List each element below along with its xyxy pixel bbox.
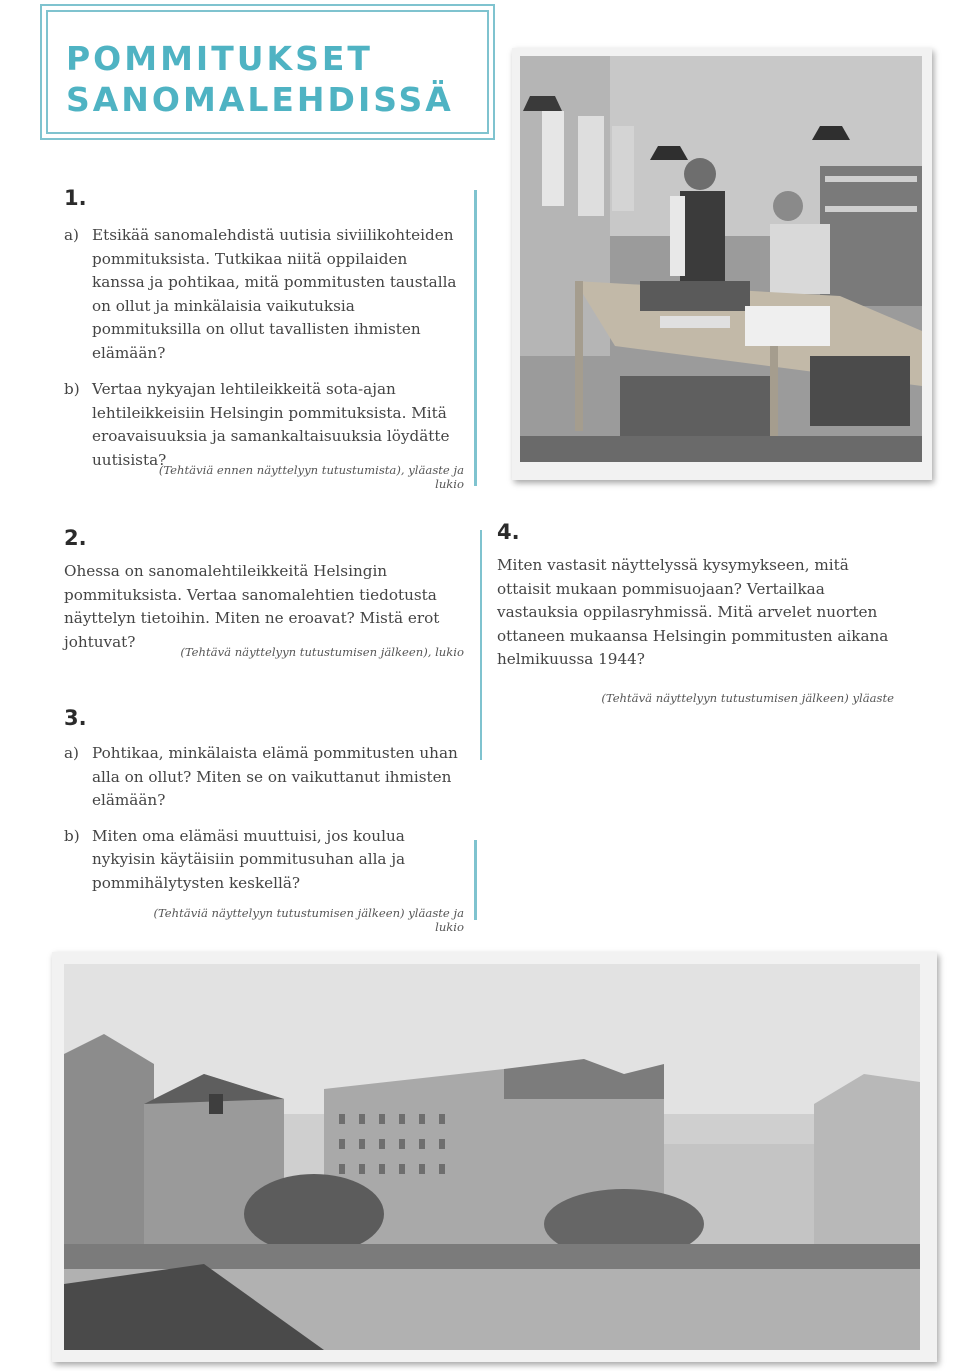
top-photo <box>520 56 922 462</box>
section-1-b-label: b) <box>64 380 80 398</box>
section-4 <box>497 520 902 672</box>
top-photo-frame <box>512 48 932 480</box>
bottom-photo <box>64 964 920 1350</box>
section1-rule <box>474 190 477 486</box>
section-3-b-text: Miten oma elämäsi muuttuisi, jos koulua nykyisin käytäisiin pommitusuhan alla ja pommihälytysten keskellä? <box>92 826 406 892</box>
section-3-number: 3. <box>64 706 87 730</box>
bombed-buildings-photo-image <box>64 964 920 1350</box>
section-2-number: 2. <box>64 526 87 550</box>
section-3-b-label: b) <box>64 826 80 845</box>
section-3 <box>64 706 469 895</box>
section-2 <box>64 526 469 654</box>
section-1-note: (Tehtäviä ennen näyttelyyn tutustumista), yläaste ja lukio <box>158 463 464 491</box>
section-1-item-a <box>64 224 464 365</box>
typesetting-photo-image <box>520 56 922 462</box>
section-1-b-text: Vertaa nykyajan lehtileikkeitä sota-ajan lehtileikkeisiin Helsingin pommituksista. Mitä eroavaisuuksia ja samankaltaisuuksia löydätte uutisista? <box>92 380 450 469</box>
section-3-item-b <box>64 825 469 896</box>
section-3-note: (Tehtäviä näyttelyyn tutustumisen jälkeen) yläaste ja lukio <box>153 906 464 934</box>
right-column-rule <box>480 530 482 760</box>
section-3-a-label: a) <box>64 744 79 762</box>
section-3-a-text: Pohtikaa, minkälaista elämä pommitusten uhan alla on ollut? Miten se on vaikuttanut ihmisten elämään? <box>92 744 458 809</box>
section-1-a-label: a) <box>64 226 79 244</box>
section-1-number: 1. <box>64 186 87 210</box>
section-2-note: (Tehtävä näyttelyyn tutustumisen jälkeen), lukio <box>180 645 464 659</box>
section-4-number: 4. <box>497 520 520 544</box>
section-2-text: Ohessa on sanomalehtileikkeitä Helsingin pommituksista. Vertaa sanomalehtien tiedotusta näyttelyn tietoihin. Miten ne eroavat? Mistä erot johtuvat? <box>64 562 440 651</box>
section3-rule <box>474 840 477 920</box>
section-1 <box>64 186 464 472</box>
section-4-text: Miten vastasit näyttelyssä kysymykseen, mitä ottaisit mukaan pommisuojaan? Vertailkaa vastauksia oppilasryhmissä. Mitä arvelet nuorten ottaneen mukaansa Helsingin pommitusten aikana helmikuussa 1944? <box>497 556 889 668</box>
section-1-item-b <box>64 378 464 472</box>
section-4-note: (Tehtävä näyttelyyn tutustumisen jälkeen) yläaste <box>601 691 894 705</box>
section-3-item-a <box>64 742 469 813</box>
bottom-photo-frame <box>52 952 937 1362</box>
section-1-a-text: Etsikää sanomalehdistä uutisia siviilikohteiden pommituksista. Tutkikaa niitä oppilaiden kanssa ja pohtikaa, mitä pommitusten taustalla on ollut ja minkälaisia vaikutuksia pommituksilla on ollut tavallisten ihmisten elämään? <box>92 226 457 362</box>
page-title-line2: SANOMALEHDISSÄ <box>66 80 454 119</box>
page-title-line1: POMMITUKSET <box>66 39 373 78</box>
page-title <box>66 38 454 120</box>
